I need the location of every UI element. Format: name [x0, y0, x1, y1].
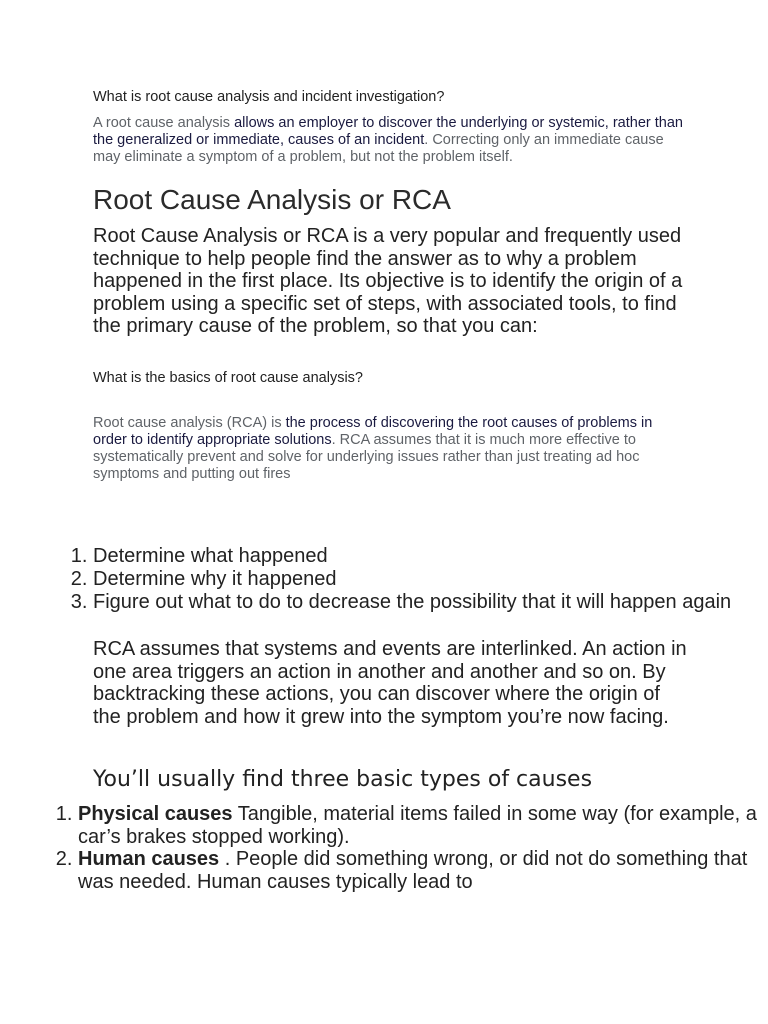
list-item [78, 803, 758, 848]
faq-answer-2-post: . RCA assumes that it is much more effective to systematically prevent and solve for underlying issues rather than just treating ad hoc symptoms and putting out fires [93, 432, 640, 482]
cause-text: . People did something wrong, or did not do something that was needed. Human causes typically lead to [78, 848, 748, 893]
list-item [78, 848, 758, 893]
steps-list [0, 545, 733, 614]
faq-answer-2-pre: Root cause analysis (RCA) is [93, 415, 286, 431]
faq-answer-1-post: . Correcting only an immediate cause may eliminate a symptom of a problem, but not the problem itself. [93, 132, 664, 165]
faq-answer-1-pre: A root cause analysis [93, 115, 235, 131]
faq-answer-1-highlight: allows an employer to discover the underlying or systemic, rather than the generalized or immediate, causes of an incident [93, 115, 683, 148]
list-item: 2. Determine why it happened [93, 568, 733, 591]
faq-answer-2 [93, 415, 683, 483]
list-item: 3. Figure out what to do to decrease the possibility that it will happen again [93, 591, 733, 614]
faq-question-1: What is root cause analysis and incident investigation? [93, 89, 445, 105]
faq-answer-1 [93, 115, 683, 166]
faq-question-2: What is the basics of root cause analysis? [93, 370, 363, 386]
causes-list [0, 803, 758, 893]
page-title: Root Cause Analysis or RCA [93, 184, 451, 215]
cause-title: Physical causes [78, 803, 233, 825]
intro-paragraph: Root Cause Analysis or RCA is a very popular and frequently used technique to help people find the answer as to why a problem happened in the first place. Its objective is to identify the origin of a problem using a specific set of steps, with associated tools, to find the primary cause of the problem, so that you can: [93, 225, 683, 337]
types-heading: You’ll usually find three basic types of causes [93, 767, 593, 792]
faq-answer-2-highlight: the process of discovering the root causes of problems in order to identify appropriate solutions [93, 415, 653, 448]
cause-text: Tangible, material items failed in some way (for example, a car’s brakes stopped working). [78, 803, 757, 848]
interlinked-paragraph: RCA assumes that systems and events are interlinked. An action in one area triggers an action in another and another and so on. By backtracking these actions, you can discover where the origin of the problem and how it grew into the symptom you’re now facing. [93, 638, 687, 728]
cause-title: Human causes [78, 848, 220, 870]
list-item: 1. Determine what happened [93, 545, 733, 568]
